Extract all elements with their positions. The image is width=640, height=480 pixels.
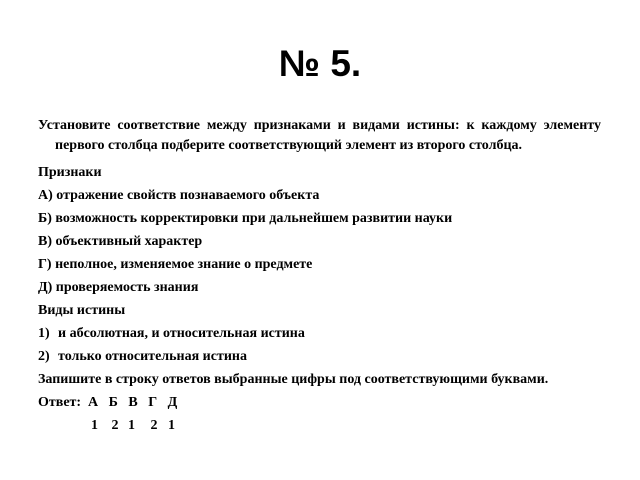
features-heading: Признаки	[38, 165, 102, 180]
answer-digit: 1	[168, 418, 175, 433]
type-item-1	[38, 323, 601, 346]
answer-letters	[88, 392, 184, 413]
types-heading: Виды истины	[38, 303, 126, 318]
type-text: и абсолютная, и относительная истина	[58, 326, 305, 341]
answer-digit: 2	[150, 418, 158, 433]
answer-letter: В	[128, 395, 138, 410]
answer-row	[38, 392, 601, 415]
feature-item-d: Д) проверяемость знания	[38, 280, 199, 295]
task-statement: Установите соответствие между признаками и видами истины: к каждому элементу первого столбца подберите соответствующий элемент из второго столбца.	[38, 118, 601, 153]
task-content	[38, 116, 601, 438]
feature-item-b: Б) возможность корректировки при дальнейшем развитии науки	[38, 211, 453, 226]
type-text: только относительная истина	[58, 349, 247, 364]
answer-letter: Д	[167, 395, 178, 410]
type-item-2	[38, 346, 601, 369]
answer-digit: 1	[91, 418, 98, 433]
answer-letter: Г	[148, 395, 158, 410]
answer-digit: 1	[128, 418, 135, 433]
type-number: 1)	[38, 326, 50, 341]
feature-item-a: А) отражение свойств познаваемого объекта	[38, 188, 320, 203]
answer-letter: А	[88, 395, 99, 410]
feature-item-v: В) объективный характер	[38, 234, 203, 249]
answer-letter: Б	[108, 395, 118, 410]
type-number: 2)	[38, 349, 50, 364]
feature-item-g: Г) неполное, изменяемое знание о предмете	[38, 257, 313, 272]
answer-label: Ответ:	[38, 395, 82, 410]
answer-digits	[38, 415, 601, 438]
instruction-text: Запишите в строку ответов выбранные цифры под соответствующими буквами.	[38, 372, 549, 387]
answer-digit: 2	[111, 418, 119, 433]
slide-title: № 5.	[278, 43, 362, 84]
